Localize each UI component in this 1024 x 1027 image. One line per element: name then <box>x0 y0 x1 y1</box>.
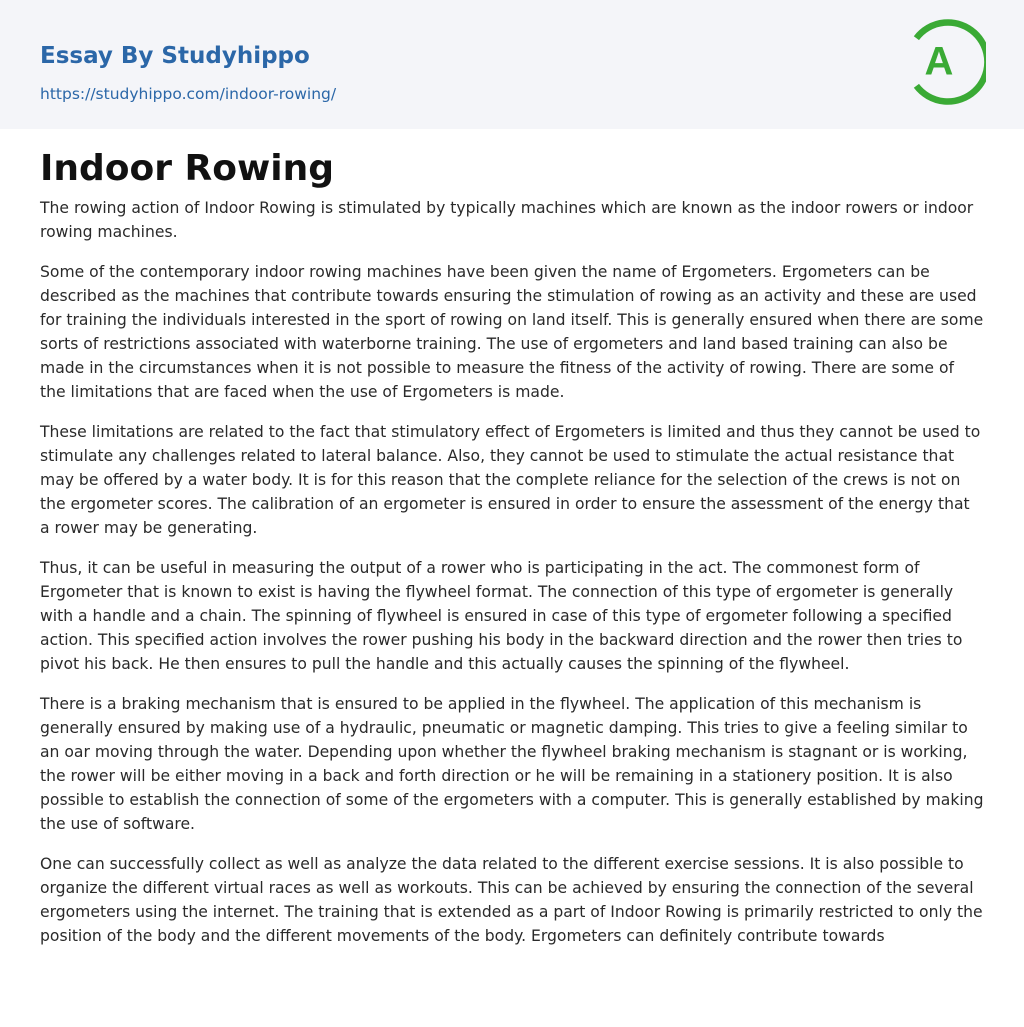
logo-letter: A <box>924 39 954 84</box>
source-url-link[interactable]: https://studyhippo.com/indoor-rowing/ <box>40 85 337 103</box>
studyhippo-logo-icon[interactable] <box>912 19 986 105</box>
essay-paragraph: These limitations are related to the fact that stimulatory effect of Ergometers is limited and thus they cannot be used to stimulate any challenges related to lateral balance. Also, they cannot be used to stimulate the actual resistance that may be offered by a water body. It is for this reason that the complete reliance for the selection of the crews is not on the ergometer scores. The calibration of an ergometer is ensured in order to ensure the assessment of the energy that a rower may be generating. <box>40 423 981 537</box>
essay-content <box>0 129 1024 948</box>
essay-paragraph: There is a braking mechanism that is ensured to be applied in the flywheel. The application of this mechanism is generally ensured by making use of a hydraulic, pneumatic or magnetic damping. This tries to give a feeling similar to an oar moving through the water. Depending upon whether the flywheel braking mechanism is stagnant or is working, the rower will be either moving in a back and forth direction or he will be remaining in a stationery position. It is also possible to establish the connection of some of the ergometers with a computer. This is generally established by making the use of software. <box>40 695 984 833</box>
essay-paragraph: The rowing action of Indoor Rowing is stimulated by typically machines which are known as the indoor rowers or indoor rowing machines. <box>40 199 974 241</box>
essay-title: Indoor Rowing <box>40 148 334 189</box>
essay-paragraph: One can successfully collect as well as analyze the data related to the different exercise sessions. It is also possible to organize the different virtual races as well as workouts. This can be achieved by ensuring the connection of the several ergometers using the internet. The training that is extended as a part of Indoor Rowing is primarily restricted to only the position of the body and the different movements of the body. Ergometers can definitely contribute towards <box>40 855 983 945</box>
essay-paragraph: Thus, it can be useful in measuring the output of a rower who is participating in the act. The commonest form of Ergometer that is known to exist is having the flywheel format. The connection of this type of ergometer is generally with a handle and a chain. The spinning of flywheel is ensured in case of this type of ergometer following a specified action. This specified action involves the rower pushing his body in the backward direction and the rower then tries to pivot his back. He then ensures to pull the handle and this actually causes the spinning of the flywheel. <box>40 559 963 673</box>
site-header <box>0 0 1024 129</box>
essay-paragraph: Some of the contemporary indoor rowing machines have been given the name of Ergometers. Ergometers can be described as the machines that contribute towards ensuring the stimulation of rowing as an activity and these are used for training the individuals interested in the sport of rowing on land itself. This is generally ensured when there are some sorts of restrictions associated with waterborne training. The use of ergometers and land based training can also be made in the circumstances when it is not possible to measure the fitness of the activity of rowing. There are some of the limitations that are faced when the use of Ergometers is made. <box>40 263 984 401</box>
brand-title[interactable]: Essay By Studyhippo <box>40 43 310 69</box>
